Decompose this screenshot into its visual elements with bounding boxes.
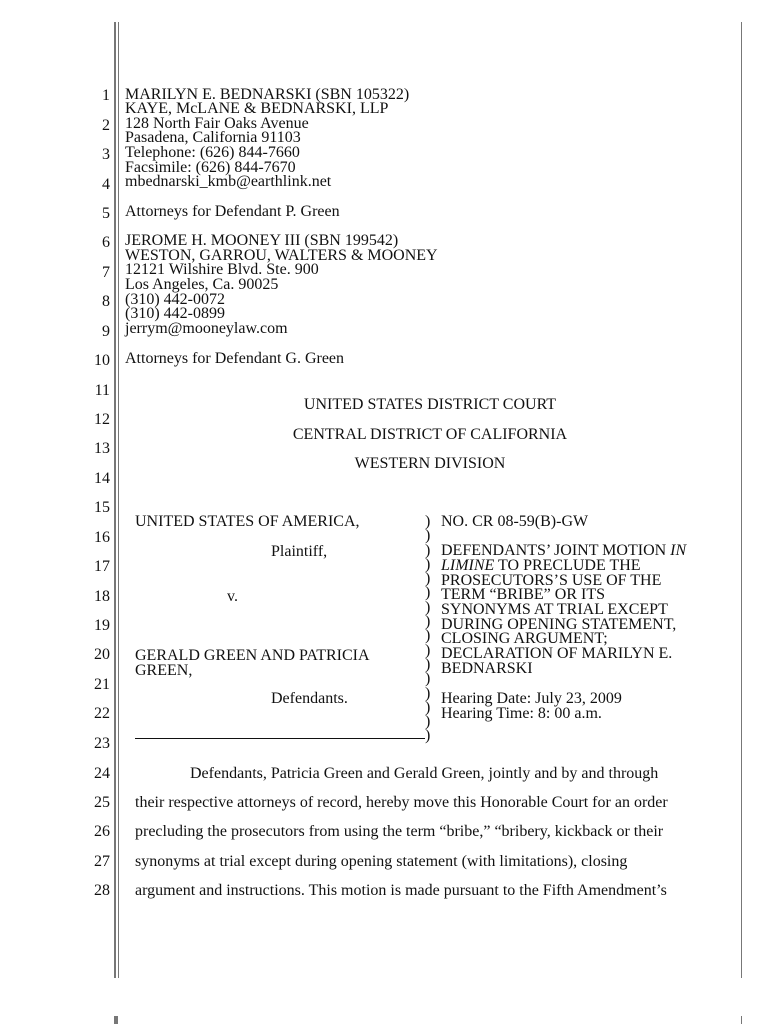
caption-underline [135, 738, 425, 739]
telephone: Telephone: (626) 844-7660 [125, 144, 300, 161]
body-line: synonyms at trial except during opening statement (with limitations), closing [135, 853, 628, 870]
line-number: 1 [102, 87, 110, 104]
line-number: 16 [94, 529, 110, 546]
court-division: WESTERN DIVISION [354, 455, 506, 472]
line-number: 10 [94, 352, 110, 369]
line-number: 9 [102, 323, 110, 340]
line-number: 8 [102, 293, 110, 310]
line-number: 22 [94, 705, 110, 722]
body-line: precluding the prosecutors from using the term “bribe,” “bribery, kickback or their [135, 823, 664, 840]
line-number: 11 [94, 382, 110, 399]
street-address: 128 North Fair Oaks Avenue [125, 115, 309, 132]
motion-title-italic: LIMINE [441, 557, 495, 574]
line-number: 7 [102, 264, 110, 281]
motion-title-italic: IN [670, 542, 687, 559]
court-name: UNITED STATES DISTRICT COURT [303, 396, 557, 413]
body-line: Defendants, Patricia Green and Gerald Green, jointly and by and through [190, 765, 659, 782]
attorney-name: MARILYN E. BEDNARSKI (SBN 105322) [125, 86, 410, 103]
firm-name: WESTON, GARROU, WALTERS & MOONEY [125, 247, 438, 264]
city-address: Pasadena, California 91103 [125, 129, 301, 146]
defendants-label: Defendants. [271, 690, 348, 707]
body-line: argument and instructions. This motion is made pursuant to the Fifth Amendment’s [135, 882, 667, 899]
attorneys-for: Attorneys for Defendant G. Green [125, 350, 345, 367]
motion-title-line-9: BEDNARSKI [441, 660, 533, 677]
defendants-names-continued: GREEN, [135, 662, 193, 679]
street-address: 12121 Wilshire Blvd. Ste. 900 [125, 261, 319, 278]
versus: v. [227, 588, 238, 605]
line-number: 17 [94, 558, 110, 575]
left-margin-rule-inner [118, 22, 119, 978]
email: jerrym@mooneylaw.com [125, 320, 288, 337]
line-number: 25 [94, 794, 110, 811]
line-number: 13 [94, 440, 110, 457]
line-number: 2 [102, 117, 110, 134]
line-number: 19 [94, 617, 110, 634]
body-line: their respective attorneys of record, hereby move this Honorable Court for an order [135, 794, 668, 811]
motion-title-line-5: SYNONYMS AT TRIAL EXCEPT [441, 601, 668, 618]
line-number: 5 [102, 205, 110, 222]
line-number: 23 [94, 735, 110, 752]
motion-title-line-6: DURING OPENING STATEMENT, [441, 616, 677, 633]
motion-title-line-7: CLOSING ARGUMENT; [441, 630, 608, 647]
defendants-names: GERALD GREEN AND PATRICIA [135, 647, 370, 664]
motion-title-line-3: PROSECUTORS’S USE OF THE [441, 572, 662, 589]
left-margin-rule-outer [114, 22, 116, 978]
city-address: Los Angeles, Ca. 90025 [125, 276, 279, 293]
motion-title-text: DEFENDANTS’ JOINT MOTION [441, 542, 671, 559]
plaintiff-label: Plaintiff, [271, 543, 328, 560]
line-number: 27 [94, 853, 110, 870]
line-number: 15 [94, 499, 110, 516]
attorney-name: JEROME H. MOONEY III (SBN 199542) [125, 232, 399, 249]
plaintiff-name: UNITED STATES OF AMERICA, [135, 513, 360, 530]
firm-name: KAYE, McLANE & BEDNARSKI, LLP [125, 100, 389, 117]
next-page-left-rule [114, 1016, 118, 1024]
hearing-date: Hearing Date: July 23, 2009 [441, 690, 622, 707]
facsimile: (310) 442-0899 [125, 305, 225, 322]
motion-title-text: TO PRECLUDE THE [494, 557, 641, 574]
attorneys-for: Attorneys for Defendant P. Green [125, 203, 340, 220]
next-page-right-rule [741, 1016, 742, 1024]
line-number: 14 [94, 470, 110, 487]
line-number: 26 [94, 823, 110, 840]
caption-parenthesis-column: ) ) ) ) ) ) ) ) ) ) ) ) ) ) ) ) [425, 513, 431, 745]
court-district: CENTRAL DISTRICT OF CALIFORNIA [292, 426, 568, 443]
motion-title-line-4: TERM “BRIBE” OR ITS [441, 586, 605, 603]
line-number: 12 [94, 411, 110, 428]
hearing-time: Hearing Time: 8: 00 a.m. [441, 705, 602, 722]
line-number: 6 [102, 234, 110, 251]
telephone: (310) 442-0072 [125, 291, 225, 308]
line-number: 3 [102, 146, 110, 163]
motion-title-line-8: DECLARATION OF MARILYN E. [441, 645, 673, 662]
line-number: 21 [94, 676, 110, 693]
line-number: 20 [94, 646, 110, 663]
line-number: 18 [94, 588, 110, 605]
facsimile: Facsimile: (626) 844-7670 [125, 159, 296, 176]
right-margin-rule [741, 22, 742, 978]
email: mbednarski_kmb@earthlink.net [125, 173, 332, 190]
line-number: 28 [94, 882, 110, 899]
line-number: 4 [102, 176, 110, 193]
line-number: 24 [94, 765, 110, 782]
case-number: NO. CR 08-59(B)-GW [441, 513, 589, 530]
